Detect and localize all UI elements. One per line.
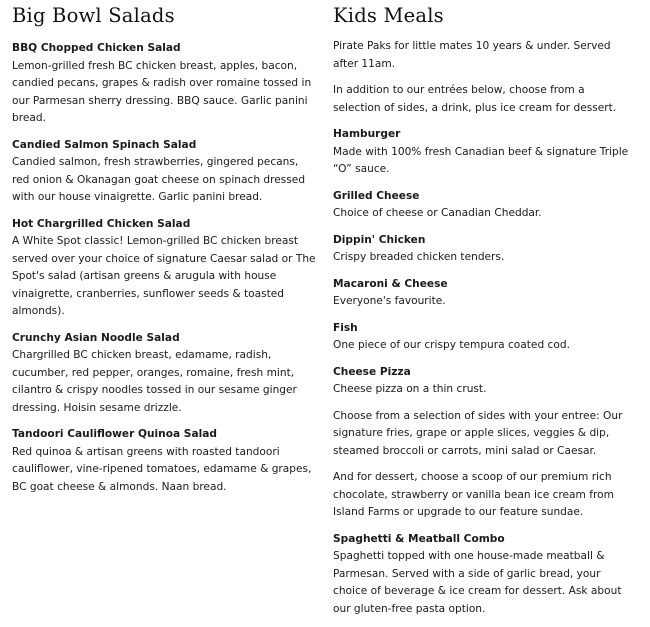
menu-item-macaroni-and-cheese: [333, 276, 635, 311]
menu-item-description: Red quinoa & artisan greens with roasted tandoori cauliflower, vine-ripened tomatoes, edamame & grapes, BC goat cheese & almonds. Naan bread.: [12, 445, 312, 493]
menu-item-name: Hot Chargrilled Chicken Salad: [12, 217, 191, 230]
menu-item-description: Lemon-grilled fresh BC chicken breast, apples, bacon, candied pecans, grapes & radish over romaine tossed in our Parmesan sherry dressing. BBQ sauce. Garlic panini bread.: [12, 59, 312, 124]
kids-column: [333, 0, 635, 627]
menu-item-dippin-chicken: [333, 232, 635, 267]
kids-intro: Pirate Paks for little mates 10 years & under. Served after 11am.: [333, 40, 611, 70]
menu-item-name: Hamburger: [333, 128, 401, 140]
menu-item-description: Candied salmon, fresh strawberries, gingered pecans, red onion & Okanagan goat cheese on spinach dressed with our house vinaigrette. Garlic panini bread.: [12, 156, 306, 203]
menu-item-name: Cheese Pizza: [333, 365, 411, 378]
menu-item-hamburger: [333, 126, 635, 179]
menu-item-name: Dippin' Chicken: [333, 233, 426, 246]
menu-item-grilled-cheese: [333, 188, 635, 223]
menu-item-name: Crunchy Asian Noodle Salad: [12, 331, 180, 344]
menu-item-spaghetti-meatball-combo: [333, 531, 635, 619]
menu-item-name: Candied Salmon Spinach Salad: [12, 138, 197, 151]
menu-item-description: Made with 100% fresh Canadian beef & signature Triple “O” sauce.: [333, 145, 629, 175]
menu-item-description: Chargrilled BC chicken breast, edamame, radish, cucumber, red pepper, oranges, romaine, fresh mint, cilantro & crispy noodles tossed in our sesame ginger dressing. Hoisin sesame drizzle.: [12, 349, 297, 414]
kids-choose-note: In addition to our entrées below, choose from a selection of sides, a drink, plus ice cream for dessert.: [333, 84, 617, 114]
kids-heading: Kids Meals: [333, 4, 444, 27]
menu-item-fish: [333, 320, 635, 355]
menu-item-candied-salmon-spinach-salad: [12, 137, 318, 207]
menu-item-crunchy-asian-noodle-salad: [12, 330, 318, 418]
menu-item-name: Fish: [333, 321, 358, 334]
menu-item-description: A White Spot classic! Lemon-grilled BC chicken breast served over your choice of signature Caesar salad or The Spot's salad (artisan greens & arugula with house vinaigrette, cranberries, sunflower seeds & toasted almonds).: [12, 235, 316, 317]
menu-item-hot-chargrilled-chicken-salad: [12, 216, 318, 321]
kids-dessert-note: And for dessert, choose a scoop of our premium rich chocolate, strawberry or vanilla bean ice cream from Island Farms or upgrade to our feature sundae.: [333, 471, 614, 518]
menu-item-description: Choice of cheese or Canadian Cheddar.: [333, 207, 542, 219]
menu-item-description: One piece of our crispy tempura coated cod.: [333, 339, 570, 351]
menu-item-bbq-chopped-chicken-salad: [12, 40, 318, 128]
menu-item-name: Spaghetti & Meatball Combo: [333, 532, 505, 545]
kids-sides-note: Choose from a selection of sides with your entree: Our signature fries, grape or apple slices, veggies & dip, steamed broccoli or carrots, mini salad or Caesar.: [333, 409, 623, 457]
menu-item-name: BBQ Chopped Chicken Salad: [12, 42, 181, 54]
menu-item-description: Cheese pizza on a thin crust.: [333, 383, 487, 395]
menu-item-description: Everyone's favourite.: [333, 295, 446, 307]
menu-item-name: Macaroni & Cheese: [333, 277, 448, 290]
menu-item-description: Spaghetti topped with one house-made meatball & Parmesan. Served with a side of garlic bread, your choice of beverage & ice cream for dessert. Ask about our gluten-free pasta option.: [333, 550, 622, 615]
salads-column: [12, 0, 318, 505]
menu-item-name: Tandoori Cauliflower Quinoa Salad: [12, 428, 217, 440]
menu-item-description: Crispy breaded chicken tenders.: [333, 251, 505, 263]
salads-heading: Big Bowl Salads: [12, 4, 175, 27]
menu-item-cheese-pizza: [333, 364, 635, 399]
menu-item-tandoori-cauliflower-quinoa-salad: [12, 426, 318, 496]
menu-item-name: Grilled Cheese: [333, 189, 420, 202]
